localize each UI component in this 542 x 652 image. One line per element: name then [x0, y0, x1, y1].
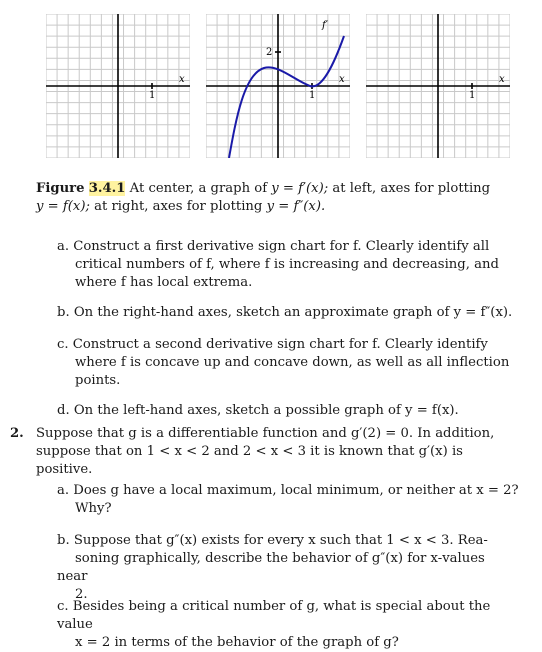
item-marker: b. [57, 533, 70, 548]
problem1-item-a [57, 238, 519, 292]
caption-expr-left: y = f(x); [36, 199, 90, 214]
caption-text-b: at left, axes for plotting [332, 181, 491, 196]
problem2-statement [10, 425, 522, 479]
item-marker: c. [57, 599, 69, 614]
problem-number: 2. [10, 426, 24, 441]
center-x-label: x [339, 74, 345, 85]
caption-label: Figure [36, 181, 85, 196]
center-tick-label-1: 1 [309, 90, 316, 101]
caption-text-a: At center, a graph of [129, 181, 268, 196]
center-tick-label-2: 2 [266, 47, 273, 58]
right-x-label: x [499, 74, 505, 85]
problem2-item-c [57, 598, 519, 652]
problem1-item-b [57, 304, 519, 322]
item-line: On the right-hand axes, sketch an approximate graph of y = f″(x). [73, 305, 513, 320]
problem1-item-d [57, 402, 519, 420]
item-marker: b. [57, 305, 70, 320]
item-line: Besides being a critical number of g, what is special about the value [57, 599, 491, 632]
left-tick-label-1: 1 [149, 90, 156, 101]
item-line: Construct a first derivative sign chart for f. Clearly identify all [73, 239, 490, 254]
item-line: Why? [75, 501, 112, 516]
item-marker: a. [57, 483, 70, 498]
item-line: where f is concave up and concave down, as well as all inflection [75, 355, 510, 370]
figure-caption [36, 180, 520, 216]
item-line: Suppose that g″(x) exists for every x such that 1 < x < 3. Rea- [73, 533, 488, 548]
problem2-item-a [57, 482, 519, 518]
right-axes-plot [366, 14, 510, 158]
left-axes-plot [46, 14, 190, 158]
right-tick-label-1: 1 [469, 90, 476, 101]
center-curve-label: f′ [322, 20, 328, 31]
item-line: points. [75, 373, 121, 388]
problem1-item-c [57, 336, 519, 390]
item-line: x = 2 in terms of the behavior of the graph of g? [75, 635, 399, 650]
problem2-line: suppose that on 1 < x < 2 and 2 < x < 3 it is known that g′(x) is [36, 444, 463, 459]
item-line: On the left-hand axes, sketch a possible graph of y = f(x). [73, 403, 459, 418]
caption-text-c: at right, axes for plotting [94, 199, 263, 214]
item-marker: d. [57, 403, 70, 418]
figure-panels [0, 0, 542, 160]
problem2-item-b [57, 532, 519, 604]
item-marker: a. [57, 239, 70, 254]
item-line: 2. [75, 587, 88, 602]
item-line: critical numbers of f, where f is increasing and decreasing, and [75, 257, 499, 272]
caption-expr-center: y = f′(x); [271, 181, 329, 196]
f-prime-curve [229, 36, 344, 158]
center-derivative-plot [206, 14, 350, 158]
caption-expr-right: y = f″(x). [266, 199, 326, 214]
item-line: soning graphically, describe the behavior of g″(x) for x-values near [57, 551, 485, 584]
left-x-label: x [179, 74, 185, 85]
item-line: where f has local extrema. [75, 275, 253, 290]
problem2-line: Suppose that g is a differentiable function and g′(2) = 0. In addition, [36, 426, 495, 441]
item-line: Construct a second derivative sign chart for f. Clearly identify [72, 337, 488, 352]
problem2-line: positive. [36, 462, 93, 477]
caption-number: 3.4.1 [88, 181, 126, 196]
item-line: Does g have a local maximum, local minimum, or neither at x = 2? [73, 483, 519, 498]
item-marker: c. [57, 337, 69, 352]
